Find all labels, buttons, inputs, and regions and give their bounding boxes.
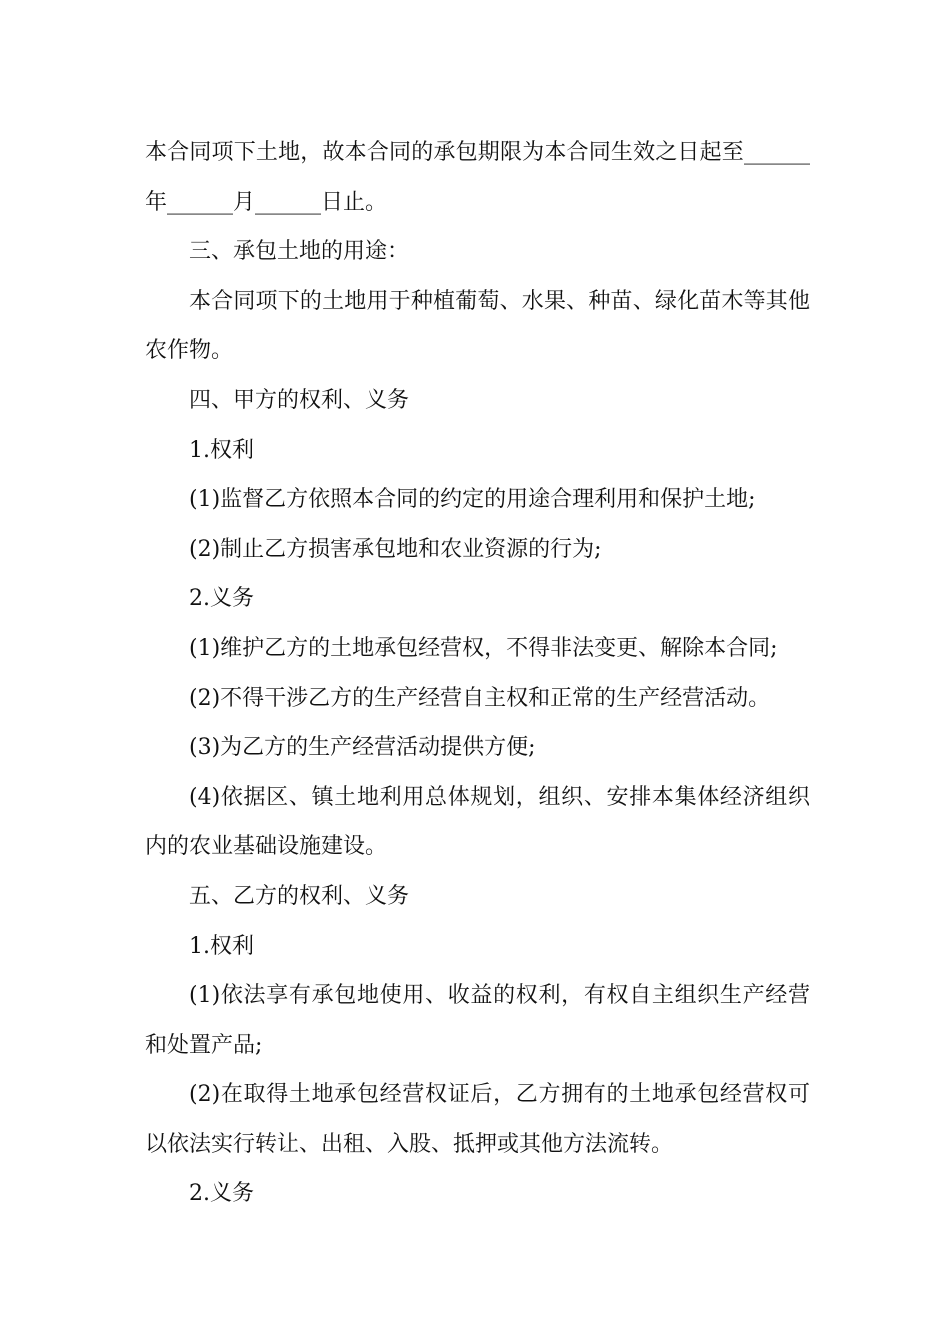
list-item: (3)为乙方的生产经营活动提供方便; [189, 735, 536, 761]
subsection-heading: 1.权利 [189, 437, 254, 463]
subsection-heading: 1.权利 [189, 933, 254, 959]
list-item: (1)维护乙方的土地承包经营权，不得非法变更、解除本合同; [189, 635, 778, 661]
list-item: (4)依据区、镇土地利用总体规划，组织、安排本集体经济组织内的农业基础设施建设。 [145, 784, 810, 860]
section-heading: 三、承包土地的用途： [189, 239, 410, 265]
list-item: (2)在取得土地承包经营权证后，乙方拥有的土地承包经营权可以依法实行转让、出租、入股、抵押或其他方法流转。 [145, 1082, 810, 1157]
subsection-heading: 2.义务 [189, 1181, 254, 1207]
section-heading: 五、乙方的权利、义务 [189, 883, 410, 909]
section-heading: 四、甲方的权利、义务 [189, 387, 410, 413]
paragraph: 本合同项下土地，故本合同的承包期限为本合同生效之日起至______年______月______日止。 [145, 140, 810, 215]
list-item: (1)监督乙方依照本合同的约定的用途合理利用和保护土地; [189, 487, 756, 513]
subsection-heading: 2.义务 [189, 586, 254, 612]
list-item: (2)制止乙方损害承包地和农业资源的行为; [189, 536, 602, 562]
list-item: (2)不得干涉乙方的生产经营自主权和正常的生产经营活动。 [189, 685, 771, 711]
paragraph: 本合同项下的土地用于种植葡萄、水果、种苗、绿化苗木等其他农作物。 [145, 288, 810, 364]
document-body [145, 128, 810, 1219]
list-item: (1)依法享有承包地使用、收益的权利，有权自主组织生产经营和处置产品; [145, 983, 810, 1058]
